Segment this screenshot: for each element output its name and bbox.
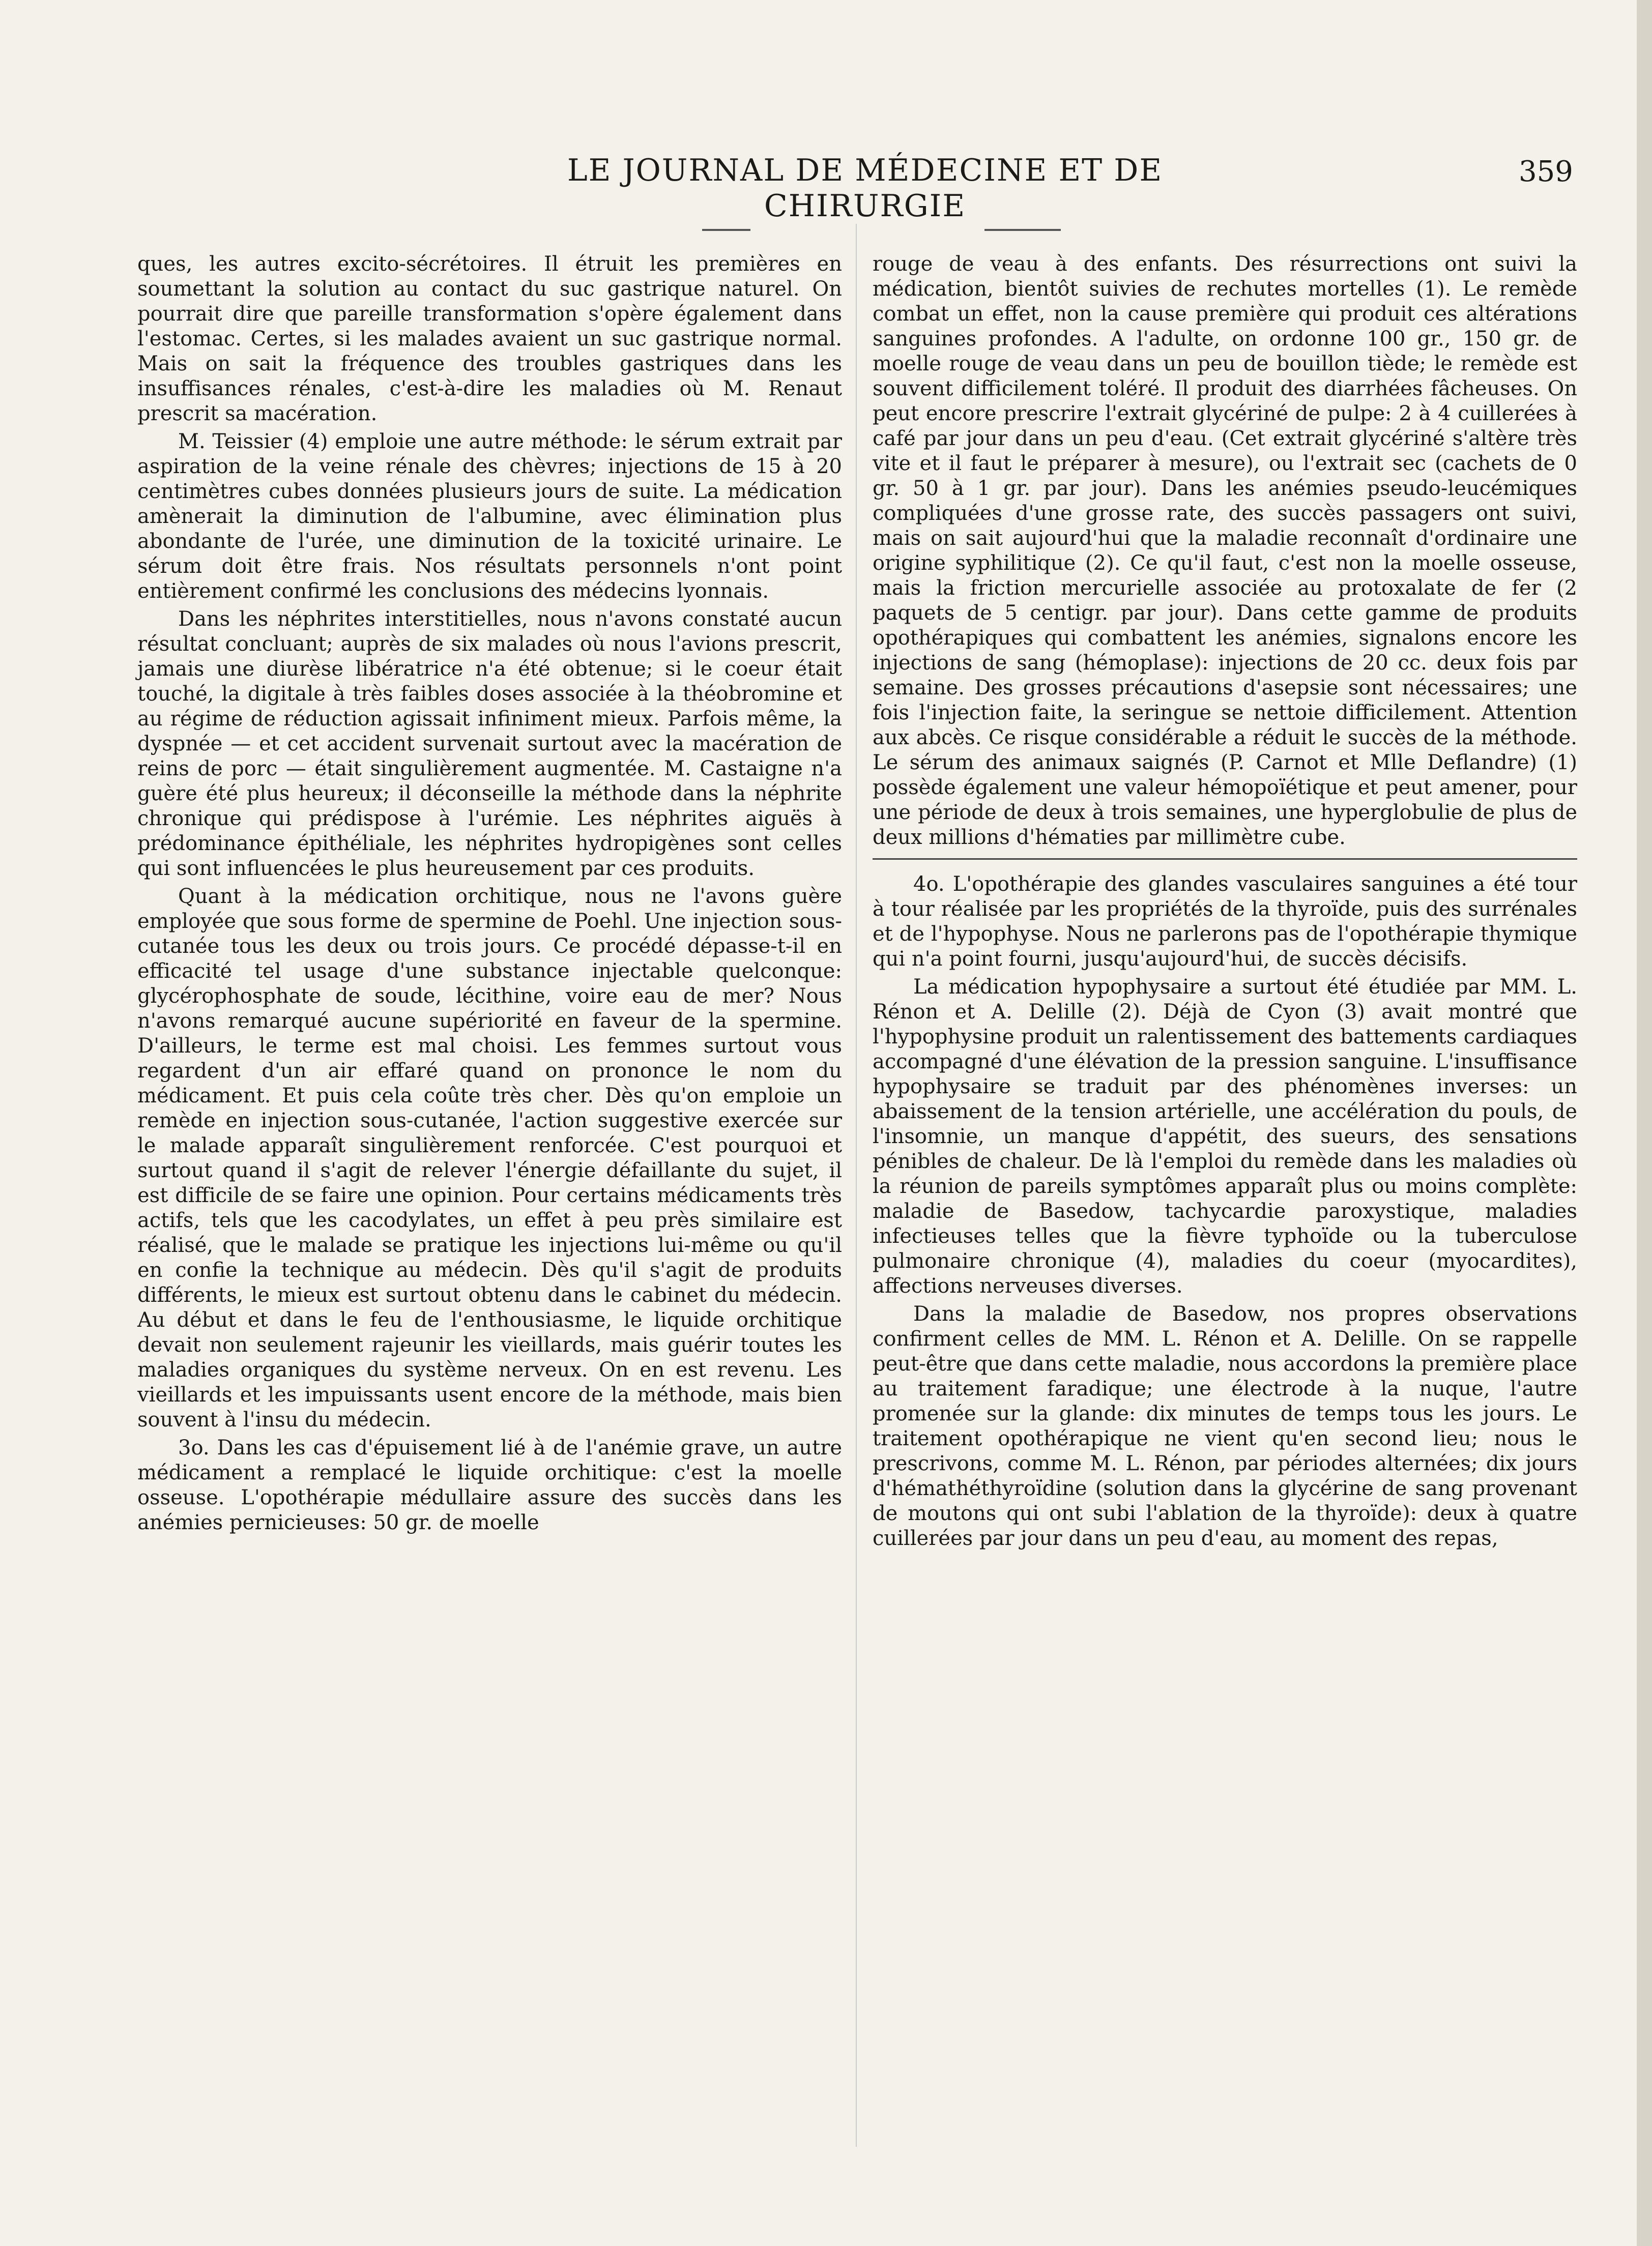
right-paragraph: rouge de veau à des enfants. Des résurrections ont suivi la médication, bientôt suivies de rechutes mortelles (1). Le remède combat un effet, non la cause première qui produit ces altérations sanguines profondes. A l'adulte, on ordonne 100 gr., 150 gr. de moelle rouge de veau dans un peu de bouillon tiède; le remède est souvent difficilement toléré. Il produit des diarrhées fâcheuses. On peut encore prescrire l'extrait glycériné de pulpe: 2 à 4 cuillerées à café par jour dans un peu d'eau. (Cet extrait glycériné s'altère très vite et il faut le préparer à mesure), ou l'extrait sec (cachets de 0 gr. 50 à 1 gr. par jour). Dans les anémies pseudo-leucémiques compliquées d'une grosse rate, des succès passagers ont suivi, mais on sait aujourd'hui que la maladie reconnaît d'ordinaire une origine syphilitique (2). Ce qu'il faut, c'est non la moelle osseuse, mais la friction mercurielle associée au protoxalate de fer (2 paquets de 5 centigr. par jour). Dans cette gamme de produits opothérapiques qui combattent les anémies, signalons encore les injections de sang (hémoplase): injections de 20 cc. deux fois par semaine. Des grosses précautions d'asepsie sont nécessaires; une fois l'injection faite, la seringue se nettoie difficilement. Attention aux abcès. Ce risque considérable a réduit le succès de la méthode. Le sérum des animaux saignés (P. Carnot et Mlle Deflandre) (1) possède également une valeur hémopoïétique et peut amener, pour une période de deux à trois semaines, une hyperglobulie de plus de deux millions d'hématies par millimètre cube.	[873, 252, 1577, 849]
left-paragraph: Quant à la médication orchitique, nous ne l'avons guère employée que sous forme de spermine de Poehl. Une injection sous-cutanée tous les deux ou trois jours. Ce procédé dépasse-t-il en efficacité tel usage d'une substance injectable quelconque: glycérophosphate de soude, lécithine, voire eau de mer? Nous n'avons remarqué aucune supériorité en faveur de la spermine. D'ailleurs, le terme est mal choisi. Les femmes surtout vous regardent d'un air effaré quand on prononce le nom du médicament. Et puis cela coûte très cher. Dès qu'on emploie un remède en injection sous-cutanée, l'action suggestive exercée sur le malade apparaît singulièrement renforcée. C'est pourquoi et surtout quand il s'agit de relever l'énergie défaillante du sujet, il est difficile de se faire une opinion. Pour certains médicaments très actifs, tels que les cacodylates, un effet à peu près similaire est réalisé, que le malade se pratique les injections lui-même ou qu'il en confie la technique au médecin. Dès qu'il s'agit de produits différents, le mieux est surtout obtenu dans le cabinet du médecin. Au début et dans le feu de l'enthousiasme, le liquide orchitique devait non seulement rajeunir les vieillards, mais guérir toutes les maladies organiques du système nerveux. On en est revenu. Les vieillards et les impuissants usent encore de la méthode, mais bien souvent à l'insu du médecin.	[137, 885, 842, 1432]
running-header: LE JOURNAL DE MÉDECINE ET DE CHIRURGIE	[567, 153, 1163, 224]
left-paragraph: M. Teissier (4) emploie une autre méthode: le sérum extrait par aspiration de la veine rénale des chèvres; injections de 15 à 20 centimètres cubes données plusieurs jours de suite. La médication amènerait la diminution de l'albumine, avec élimination plus abondante de l'urée, une diminution de la toxicité urinaire. Le sérum doit être frais. Nos résultats personnels n'ont point entièrement confirmé les conclusions des médecins lyonnais.	[137, 430, 842, 603]
left-paragraph: Dans les néphrites interstitielles, nous n'avons constaté aucun résultat concluant; auprès de six malades où nous l'avions prescrit, jamais une diurèse libératrice n'a été obtenue; si le coeur était touché, la digitale à très faibles doses associée à la théobromine et au régime de réduction agissait infiniment mieux. Parfois même, la dyspnée — et cet accident survenait surtout avec la macération de reins de porc — était singulièrement augmentée. M. Castaigne n'a guère été plus heureux; il déconseille la méthode dans la néphrite chronique qui prédispose à l'urémie. Les néphrites aiguës à prédominance épithéliale, les néphrites hydropigènes sont celles qui sont influencées le plus heureusement par ces produits.	[137, 607, 842, 880]
header-rule-left	[702, 229, 750, 231]
column-divider	[856, 224, 857, 2147]
left-paragraph: ques, les autres excito-sécrétoires. Il étruit les premières en soumettant la solution au contact du suc gastrique naturel. On pourrait dire que pareille transformation s'opère également dans l'estomac. Certes, si les malades avaient un suc gastrique normal. Mais on sait la fréquence des troubles gastriques dans les insuffisances rénales, c'est-à-dire les maladies où M. Renaut prescrit sa macération.	[137, 252, 842, 425]
section-rule	[873, 858, 1577, 860]
left-column	[137, 252, 842, 1538]
left-paragraph: 3o. Dans les cas d'épuisement lié à de l'anémie grave, un autre médicament a remplacé le liquide orchitique: c'est la moelle osseuse. L'opothérapie médullaire assure des succès dans les anémies pernicieuses: 50 gr. de moelle	[137, 1436, 842, 1534]
header-rule-right	[984, 229, 1061, 231]
right-paragraph: Dans la maladie de Basedow, nos propres observations confirment celles de MM. L. Rénon et A. Delille. On se rappelle peut-être que dans cette maladie, nous accordons la première place au traitement faradique; une électrode à la nuque, l'autre promenée sur la glande: dix minutes de temps tous les jours. Le traitement opothérapique ne vient qu'en second lieu; nous le prescrivons, comme M. L. Rénon, par périodes alternées; dix jours d'hémathéthyroïdine (solution dans la glycérine de sang provenant de moutons qui ont subi l'ablation de la thyroïde): deux à quatre cuillerées par jour dans un peu d'eau, au moment des repas,	[873, 1302, 1577, 1550]
scan-edge	[1637, 0, 1652, 2246]
right-column	[873, 252, 1577, 1554]
right-paragraph: La médication hypophysaire a surtout été étudiée par MM. L. Rénon et A. Delille (2). Déjà de Cyon (3) avait montré que l'hypophysine produit un ralentissement des battements cardiaques accompagné d'une élévation de la pression sanguine. L'insuffisance hypophysaire se traduit par des phénomènes inverses: un abaissement de la tension artérielle, une accélération du pouls, de l'insomnie, un manque d'appétit, des sueurs, des sensations pénibles de chaleur. De là l'emploi du remède dans les maladies où la réunion de pareils symptômes apparaît plus ou moins complète: maladie de Basedow, tachycardie paroxystique, maladies infectieuses telles que la fièvre typhoïde ou la tuberculose pulmonaire chronique (4), maladies du coeur (myocardites), affections nerveuses diverses.	[873, 975, 1577, 1298]
page-number: 359	[1519, 155, 1573, 188]
right-paragraph: 4o. L'opothérapie des glandes vasculaires sanguines a été tour à tour réalisée par les propriétés de la thyroïde, puis des surrénales et de l'hypophyse. Nous ne parlerons pas de l'opothérapie thymique qui n'a point fourni, jusqu'aujourd'hui, de succès décisifs.	[873, 872, 1577, 971]
